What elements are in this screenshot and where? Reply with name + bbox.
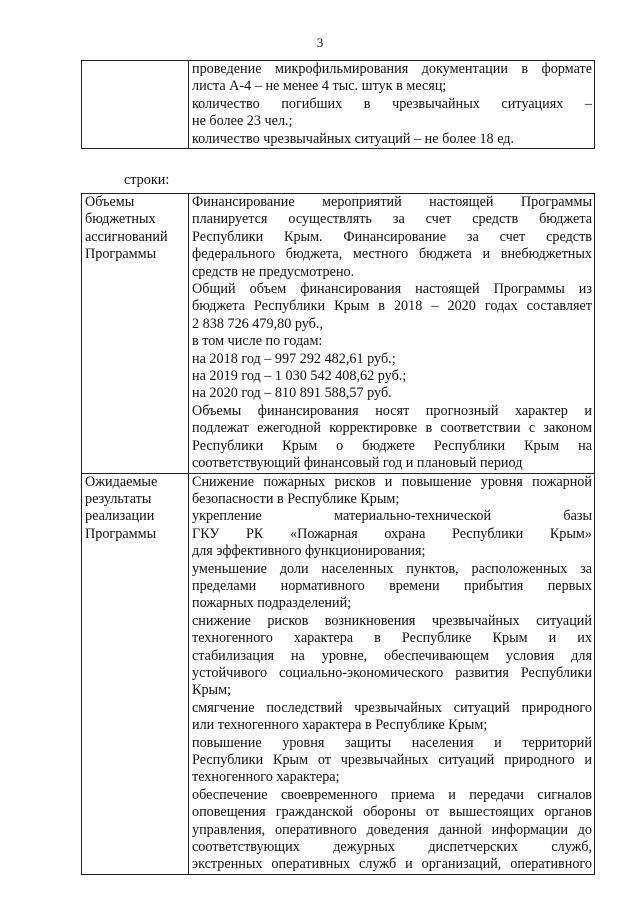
label-line: результаты bbox=[85, 490, 152, 507]
text-line: Республики Крым о бюджете Республики Крым на bbox=[192, 437, 592, 454]
text-line: на 2019 год – 1 030 542 408,62 руб.; bbox=[192, 368, 407, 385]
text-line: экстренных оперативных служб и организаций, оперативного bbox=[192, 856, 592, 873]
text-line: 2 838 726 479,80 руб., bbox=[192, 315, 323, 332]
text-line: Общий объем финансирования настоящей Программы из bbox=[192, 281, 592, 298]
empty-label-cell bbox=[82, 61, 189, 149]
text-line: в том числе по годам: bbox=[192, 333, 323, 350]
page-number: 3 bbox=[316, 35, 324, 50]
rows-label: строки: bbox=[124, 172, 170, 188]
text-line: проведение микрофильмирования документации в формате bbox=[192, 61, 592, 77]
text-line: ГКУ РК «Пожарная охрана Республики Крым» bbox=[192, 525, 592, 542]
text-line: смягчение последствий чрезвычайных ситуаций природного bbox=[192, 699, 592, 716]
text-line: листа А-4 – не менее 4 тыс. штук в месяц; bbox=[192, 78, 447, 95]
text-line: техногенного характера; bbox=[192, 769, 340, 786]
text-line: бюджета Республики Крым в 2018 – 2020 годах составляет bbox=[192, 298, 592, 315]
text-line: уменьшение доли населенных пунктов, расположенных за bbox=[192, 560, 592, 577]
text-line: количество погибших в чрезвычайных ситуациях – bbox=[192, 95, 592, 112]
text-line: Финансирование мероприятий настоящей Программы bbox=[192, 194, 592, 210]
text-line: соответствующий финансовый год и плановый период bbox=[192, 455, 523, 472]
text-line: федерального бюджета, местного бюджета и внебюджетных bbox=[192, 246, 592, 263]
label-line: Программы bbox=[85, 246, 157, 263]
text-line: повышение уровня защиты населения и территорий bbox=[192, 734, 592, 751]
text-line: укрепление материально-технической базы bbox=[192, 508, 592, 525]
text-line: безопасности в Республике Крым; bbox=[192, 490, 400, 507]
results-label-cell bbox=[82, 473, 189, 874]
text-line: не более 23 чел.; bbox=[192, 113, 293, 130]
label-line: Ожидаемые bbox=[85, 473, 158, 490]
text-line: устойчивого социально-экономического развития Республики bbox=[192, 664, 592, 681]
text-line: пределами нормативного времени прибытия первых bbox=[192, 577, 592, 594]
text-line: Республики Крым от чрезвычайных ситуаций природного и bbox=[192, 752, 592, 768]
continuation-table bbox=[81, 60, 595, 149]
text-line: подлежат ежегодной корректировке в соответствии с законом bbox=[192, 420, 592, 437]
text-line: соответствующих дежурных диспетчерских служб, bbox=[192, 839, 592, 856]
text-line: для эффективного функционирования; bbox=[192, 543, 426, 560]
text-line: на 2018 год – 997 292 482,61 руб.; bbox=[192, 350, 396, 367]
table-row bbox=[82, 473, 595, 874]
text-line: стабилизация на уровне, обеспечивающем условия для bbox=[192, 647, 592, 664]
table-row bbox=[82, 194, 595, 474]
text-line: оповещения гражданской обороны от вышестоящих органов bbox=[192, 804, 592, 821]
label-line: Объемы bbox=[85, 194, 135, 210]
label-line: реализации bbox=[85, 508, 155, 525]
text-line: средств не предусмотрено. bbox=[192, 263, 355, 280]
text-line: или техногенного характера в Республике Крым; bbox=[192, 717, 488, 734]
text-line: снижение рисков возникновения чрезвычайных ситуаций bbox=[192, 612, 592, 629]
text-line: на 2020 год – 810 891 588,57 руб. bbox=[192, 385, 392, 402]
text-line: управления, оперативного доведения данной информации до bbox=[192, 821, 592, 838]
text-line: Республики Крым. Финансирование за счет средств bbox=[192, 228, 592, 245]
indicators-cell bbox=[189, 61, 595, 149]
passport-table bbox=[81, 193, 595, 875]
funding-text-cell bbox=[189, 194, 595, 474]
text-line: пожарных подразделений; bbox=[192, 595, 352, 612]
label-line: Программы bbox=[85, 525, 157, 542]
label-line: бюджетных bbox=[85, 211, 156, 228]
text-line: Крым; bbox=[192, 682, 232, 699]
text-line: техногенного характера в Республике Крым и их bbox=[192, 630, 592, 647]
results-text-cell bbox=[189, 473, 595, 874]
funding-label-cell bbox=[82, 194, 189, 474]
text-line: Снижение пожарных рисков и повышение уровня пожарной bbox=[192, 473, 592, 490]
text-line: количество чрезвычайных ситуаций – не более 18 ед. bbox=[192, 130, 515, 147]
text-line: планируется осуществлять за счет средств бюджета bbox=[192, 211, 592, 228]
table-row bbox=[82, 61, 595, 149]
text-line: обеспечение своевременного приема и передачи сигналов bbox=[192, 786, 592, 803]
text-line: Объемы финансирования носят прогнозный характер и bbox=[192, 402, 592, 419]
label-line: ассигнований bbox=[85, 228, 168, 245]
